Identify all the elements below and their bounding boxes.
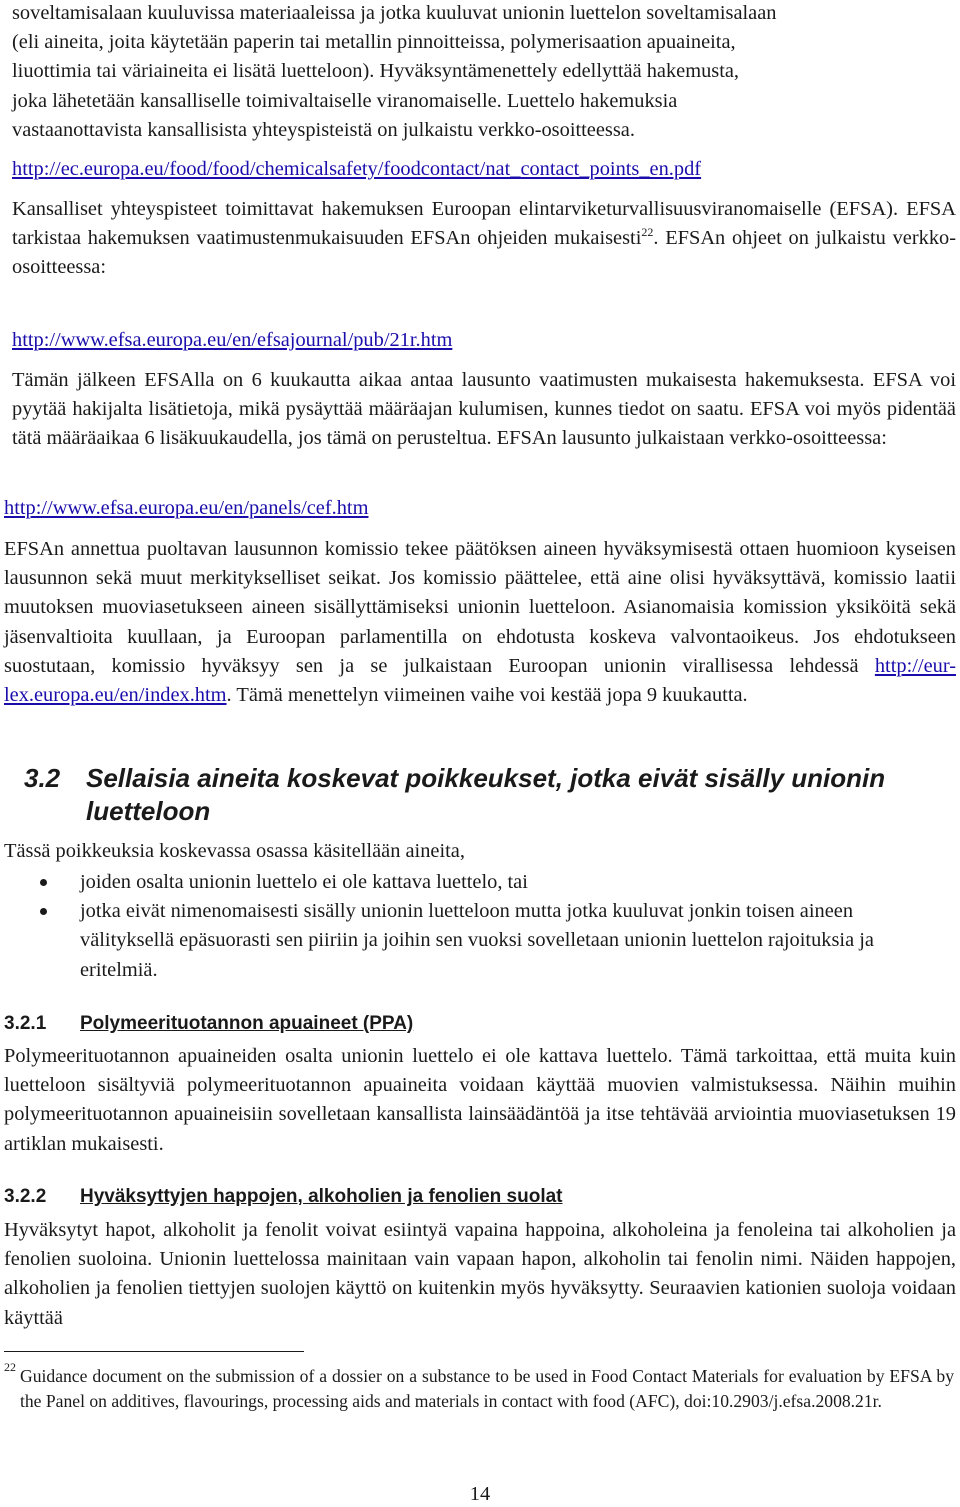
page-number: 14	[469, 1483, 491, 1505]
efsa-panels-link[interactable]: http://www.efsa.europa.eu/en/panels/cef.htm	[4, 497, 369, 519]
section-heading-3-2-1	[4, 1011, 944, 1037]
footnote-text: Guidance document on the submission of a dossier on a substance to be used in Food Contact Materials for evaluation by EFSA by the Panel on additives, flavourings, processing aids and materials in contact with food (AFC), doi:10.2903/j.efsa.2008.21r.	[20, 1366, 954, 1411]
section-title: Sellaisia aineita koskevat poikkeukset, jotka eivät sisälly unionin luetteloon	[86, 763, 886, 826]
footnote-number: 22	[4, 1360, 16, 1374]
paragraph-text: . EFSAn ohjeet on julkaistu verkko-osoitteessa:	[12, 227, 957, 279]
section-intro: Tässä poikkeuksia koskevassa osassa käsitellään aineita,	[4, 840, 465, 862]
section-title: Polymeerituotannon apuaineet (PPA)	[80, 1013, 414, 1034]
footnote-ref-22[interactable]: 22	[641, 225, 654, 240]
paragraph-commission-decision	[4, 535, 956, 710]
paragraph-efsa-check	[12, 195, 956, 283]
section-number: 3.2	[24, 763, 61, 793]
bullet-icon	[40, 908, 47, 915]
paragraph-text: Kansalliset yhteyspisteet toimittavat hakemuksen Euroopan elintarviketurvallisuusviranomaiselle (EFSA). EFSA tarkistaa hakemuksen vaatimustenmukaisuuden EFSAn ohjeiden mukaisesti	[12, 198, 956, 250]
section-title: Hyväksyttyjen happojen, alkoholien ja fenolien suolat	[80, 1186, 563, 1207]
paragraph-line: liuottimia tai väriaineita ei lisätä luetteloon). Hyväksyntämenettely edellyttää hakemusta,	[12, 60, 740, 83]
footnote-separator	[4, 1351, 304, 1352]
exception-list	[0, 868, 930, 985]
bullet-icon	[40, 879, 47, 886]
paragraph-ppa: Polymeerituotannon apuaineiden osalta unionin luettelo ei ole kattava luettelo. Tämä tarkoittaa, että muita kuin luetteloon sisältyviä polymeerituotannon apuaineita voidaan käyttää muovien valmistuksessa. Näihin muihin polymeerituotannon apuaineisiin sovelletaan kansallista lainsäädäntöä ja itse tehtävää arviointia muoviasetuksen 19 artiklan mukaisesti.	[4, 1045, 956, 1155]
section-heading-3-2	[24, 762, 954, 828]
paragraph-line: joka lähetetään kansalliselle toimivaltaiselle viranomaiselle. Luettelo hakemuksia	[12, 89, 678, 112]
efsa-guidance-link[interactable]: http://www.efsa.europa.eu/en/efsajournal/pub/21r.htm	[12, 329, 453, 351]
list-item-text: joiden osalta unionin luettelo ei ole kattava luettelo, tai	[80, 871, 528, 893]
paragraph-line: (eli aineita, joita käytetään paperin tai metallin pinnoitteissa, polymerisaation apuaineita,	[12, 31, 736, 54]
section-heading-3-2-2	[4, 1184, 944, 1210]
list-item	[0, 897, 930, 985]
paragraph-text: . Tämä menettelyn viimeinen vaihe voi kestää jopa 9 kuukautta.	[226, 684, 748, 707]
list-item	[0, 868, 930, 897]
paragraph-text: EFSAn annettua puoltavan lausunnon komissio tekee päätöksen aineen hyväksymisestä ottaen huomioon kyseisen lausunnon sekä muut merkitykselliset seikat. Jos komissio päättelee, että aine olisi hyväksyttävä, komissio laatii muutoksen muoviasetukseen aineen sisällyttämiseksi unionin luetteloon. Asianomaisia komission yksiköitä sekä jäsenvaltioita kuullaan, ja Euroopan parlamentilla on ehdotusta koskeva valvontaoikeus. Jos ehdotukseen suostutaan, komissio hyväksyy sen ja se julkaistaan Euroopan unionin virallisessa lehdessä	[4, 538, 956, 677]
eur-lex-link[interactable]: http://eur-lex.europa.eu/en/index.htm	[4, 654, 956, 707]
paragraph-efsa-opinion: Tämän jälkeen EFSAlla on 6 kuukautta aikaa antaa lausunto vaatimusten mukaisesta hakemuksesta. EFSA voi pyytää hakijalta lisätietoja, mikä pysäyttää määräajan kulumisen, kunnes tiedot on saatu. EFSA voi myös pidentää tätä määräaikaa 6 lisäkuukaudella, jos tämä on perusteltua. EFSAn lausunto julkaistaan verkko-osoitteessa:	[12, 369, 956, 450]
list-item-text: jotka eivät nimenomaisesti sisälly unionin luetteloon mutta jotka kuuluvat jonkin toisen aineen välityksellä epäsuorasti sen piiriin ja joihin sen vuoksi sovelletaan unionin luettelon rajoituksia ja eritelmiä.	[80, 900, 874, 981]
link-contact-points-row	[12, 155, 956, 184]
contact-points-link[interactable]: http://ec.europa.eu/food/food/chemicalsafety/foodcontact/nat_contact_points_en.pdf	[12, 158, 702, 180]
link-efsa-panels-row	[4, 494, 956, 523]
link-efsa-guidance-row	[12, 326, 956, 355]
paragraph-application-procedure	[12, 0, 956, 145]
section-number: 3.2.1	[4, 1013, 47, 1034]
footnote-22	[4, 1360, 954, 1414]
section-number: 3.2.2	[4, 1186, 47, 1207]
paragraph-salts: Hyväksytyt hapot, alkoholit ja fenolit voivat esiintyä vapaina happoina, alkoholeina ja fenoleina tai alkoholien ja fenolien suoloina. Unionin luettelossa mainitaan vain vapaan hapon, alkoholin tai fenolin nimi. Näiden happojen, alkoholien ja fenolien tiettyjen suolojen käyttö on kuitenkin myös hyväksytty. Seuraavien kationien suoloja voidaan käyttää	[4, 1219, 956, 1329]
paragraph-line: vastaanottavista kansallisista yhteyspisteistä on julkaistu verkko-osoitteessa.	[12, 118, 635, 141]
paragraph-line: soveltamisalaan kuuluvissa materiaaleissa ja jotka kuuluvat unionin luettelon soveltamisalaan	[12, 2, 777, 24]
